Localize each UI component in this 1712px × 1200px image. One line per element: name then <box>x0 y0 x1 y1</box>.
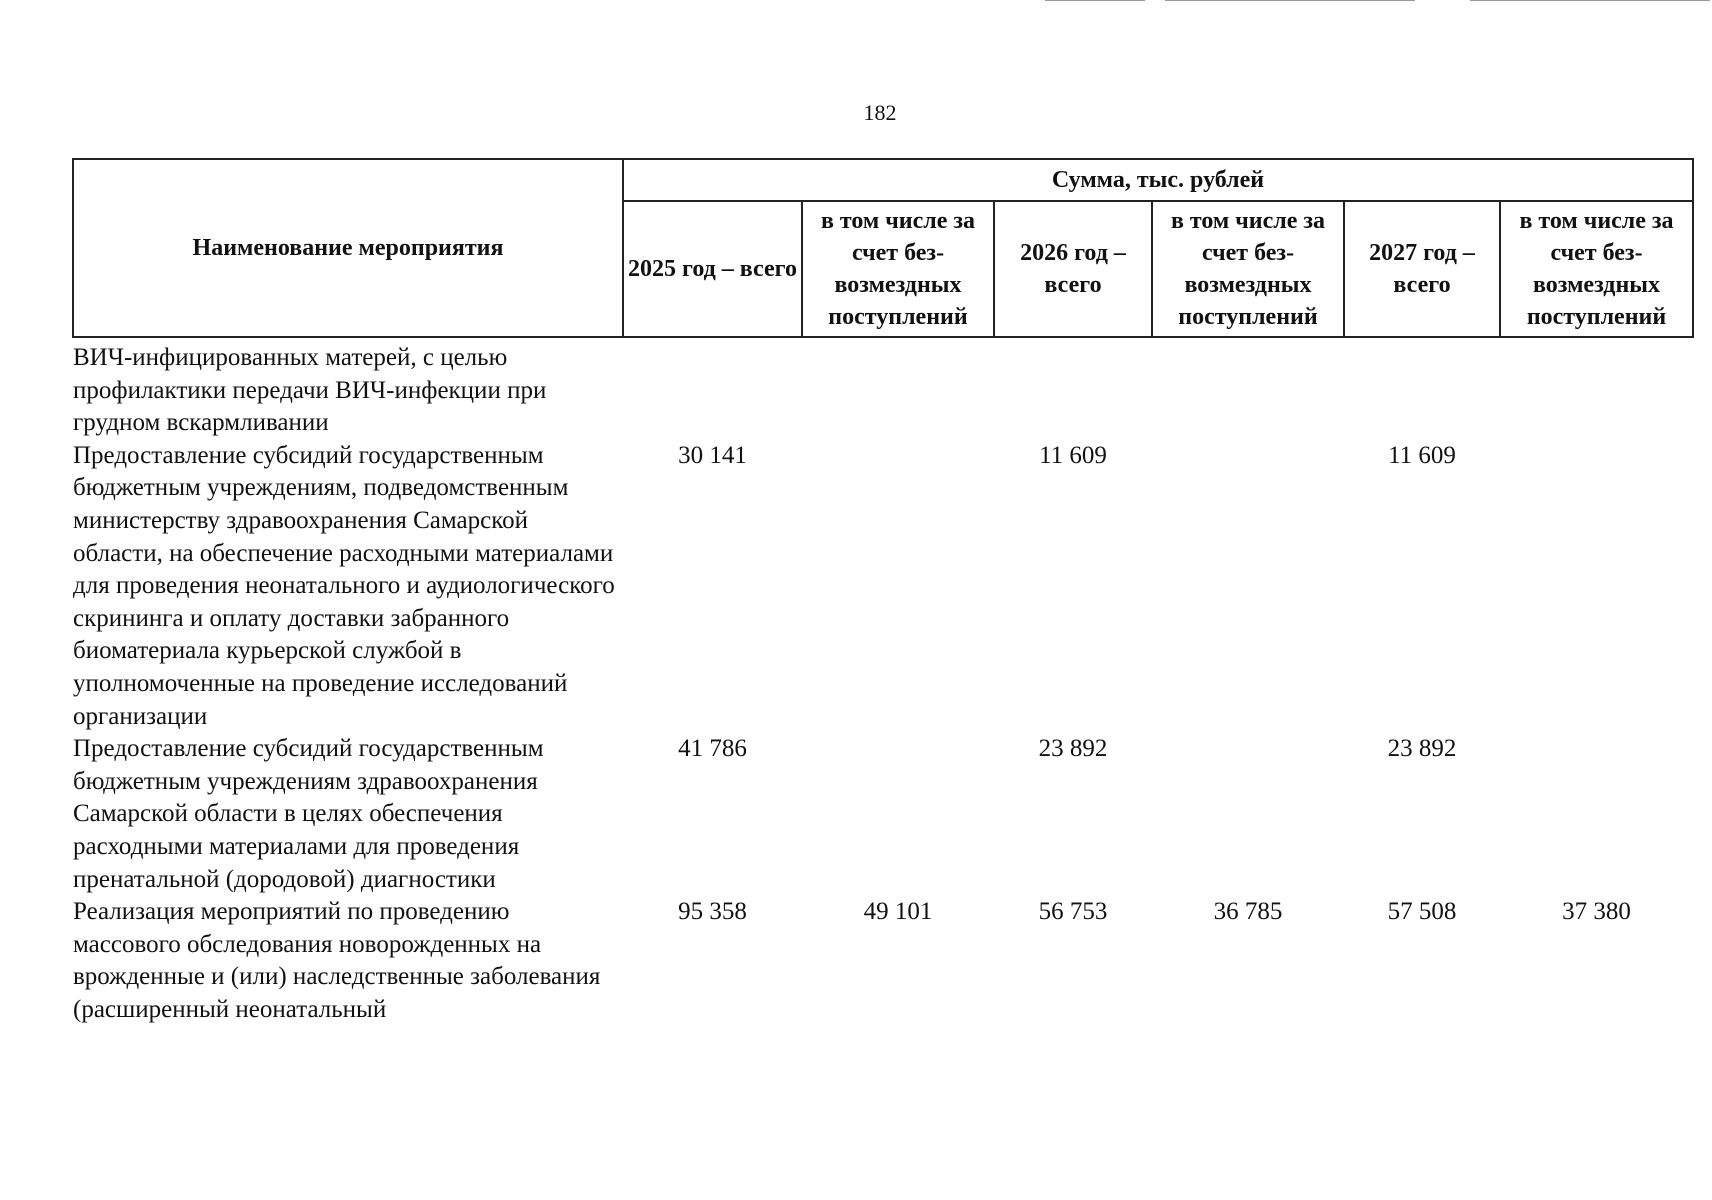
value-2026-gratuitous <box>1152 733 1344 896</box>
event-name-cell: Предоставление субсидий государственным бюджетным учреждениям здравоохранения Самарской области в целях обеспечения расходными материалами для проведения пренатальной (дородовой) диагностики <box>73 735 544 893</box>
value-2025-gratuitous <box>802 733 994 896</box>
table-row <box>73 896 1693 1026</box>
column-header-2025-gratuitous: в том числе за счет без-возмездных поступлений <box>802 201 994 337</box>
value-2026-total: 56 753 <box>1038 898 1108 926</box>
value-2027-total: 11 609 <box>1388 441 1456 469</box>
value-2026-gratuitous <box>1152 337 1344 440</box>
value-2027-gratuitous: 37 380 <box>1562 898 1631 926</box>
value-2026-gratuitous: 36 785 <box>1213 898 1283 926</box>
value-2025-total: 30 141 <box>678 441 747 469</box>
value-2027-total: 57 508 <box>1387 898 1457 926</box>
header-row-top <box>73 159 1693 201</box>
value-2027-gratuitous <box>1500 440 1693 733</box>
value-2025-gratuitous <box>802 440 994 733</box>
column-header-2027-total: 2027 год – всего <box>1344 201 1500 337</box>
event-name-cell: Реализация мероприятий по проведению массового обследования новорожденных на врожденные и (или) наследственные заболевания (расширенный неонатальный <box>73 898 601 1023</box>
value-2027-gratuitous <box>1500 337 1693 440</box>
scan-edge-line <box>1165 0 1415 1</box>
event-name-cell: Предоставление субсидий государственным бюджетным учреждениям, подведомственным министерству здравоохранения Самарской области, на обеспечение расходными материалами для проведения неонатального и аудиологического скрининга и оплату доставки забранного биоматериала курьерской службой в уполномоченные на проведение исследований организации <box>73 441 615 730</box>
column-header-2026-gratuitous: в том числе за счет без-возмездных поступлений <box>1152 201 1344 337</box>
scan-edge-line <box>1045 0 1145 1</box>
value-2027-gratuitous <box>1500 733 1693 896</box>
event-name-cell: ВИЧ-инфицированных матерей, с целью профилактики передачи ВИЧ-инфекции при грудном вскармливании <box>73 344 547 437</box>
column-header-2026-total: 2026 год – всего <box>994 201 1152 337</box>
scan-edge-line <box>1470 0 1710 1</box>
value-2026-gratuitous <box>1152 440 1344 733</box>
value-2027-total: 23 892 <box>1387 735 1457 763</box>
value-2025-total: 41 786 <box>678 735 747 763</box>
value-2025-gratuitous <box>802 337 994 440</box>
table-row <box>73 440 1693 733</box>
column-header-2027-gratuitous: в том числе за счет без-возмездных поступлений <box>1500 201 1693 337</box>
value-2026-total: 23 892 <box>1038 735 1108 763</box>
column-group-header-sum: Сумма, тыс. рублей <box>623 159 1693 201</box>
table-row <box>73 733 1693 896</box>
column-header-name: Наименование мероприятия <box>73 159 623 337</box>
value-2025-total <box>623 337 802 440</box>
value-2025-total: 95 358 <box>678 898 747 926</box>
value-2026-total: 11 609 <box>1039 441 1107 469</box>
value-2027-total <box>1344 337 1500 440</box>
page-number: 182 <box>863 100 897 125</box>
budget-table <box>72 158 1694 1026</box>
value-2025-gratuitous: 49 101 <box>863 898 933 926</box>
column-header-2025-total: 2025 год – всего <box>623 201 802 337</box>
table-row <box>73 337 1693 440</box>
value-2026-total <box>994 337 1152 440</box>
